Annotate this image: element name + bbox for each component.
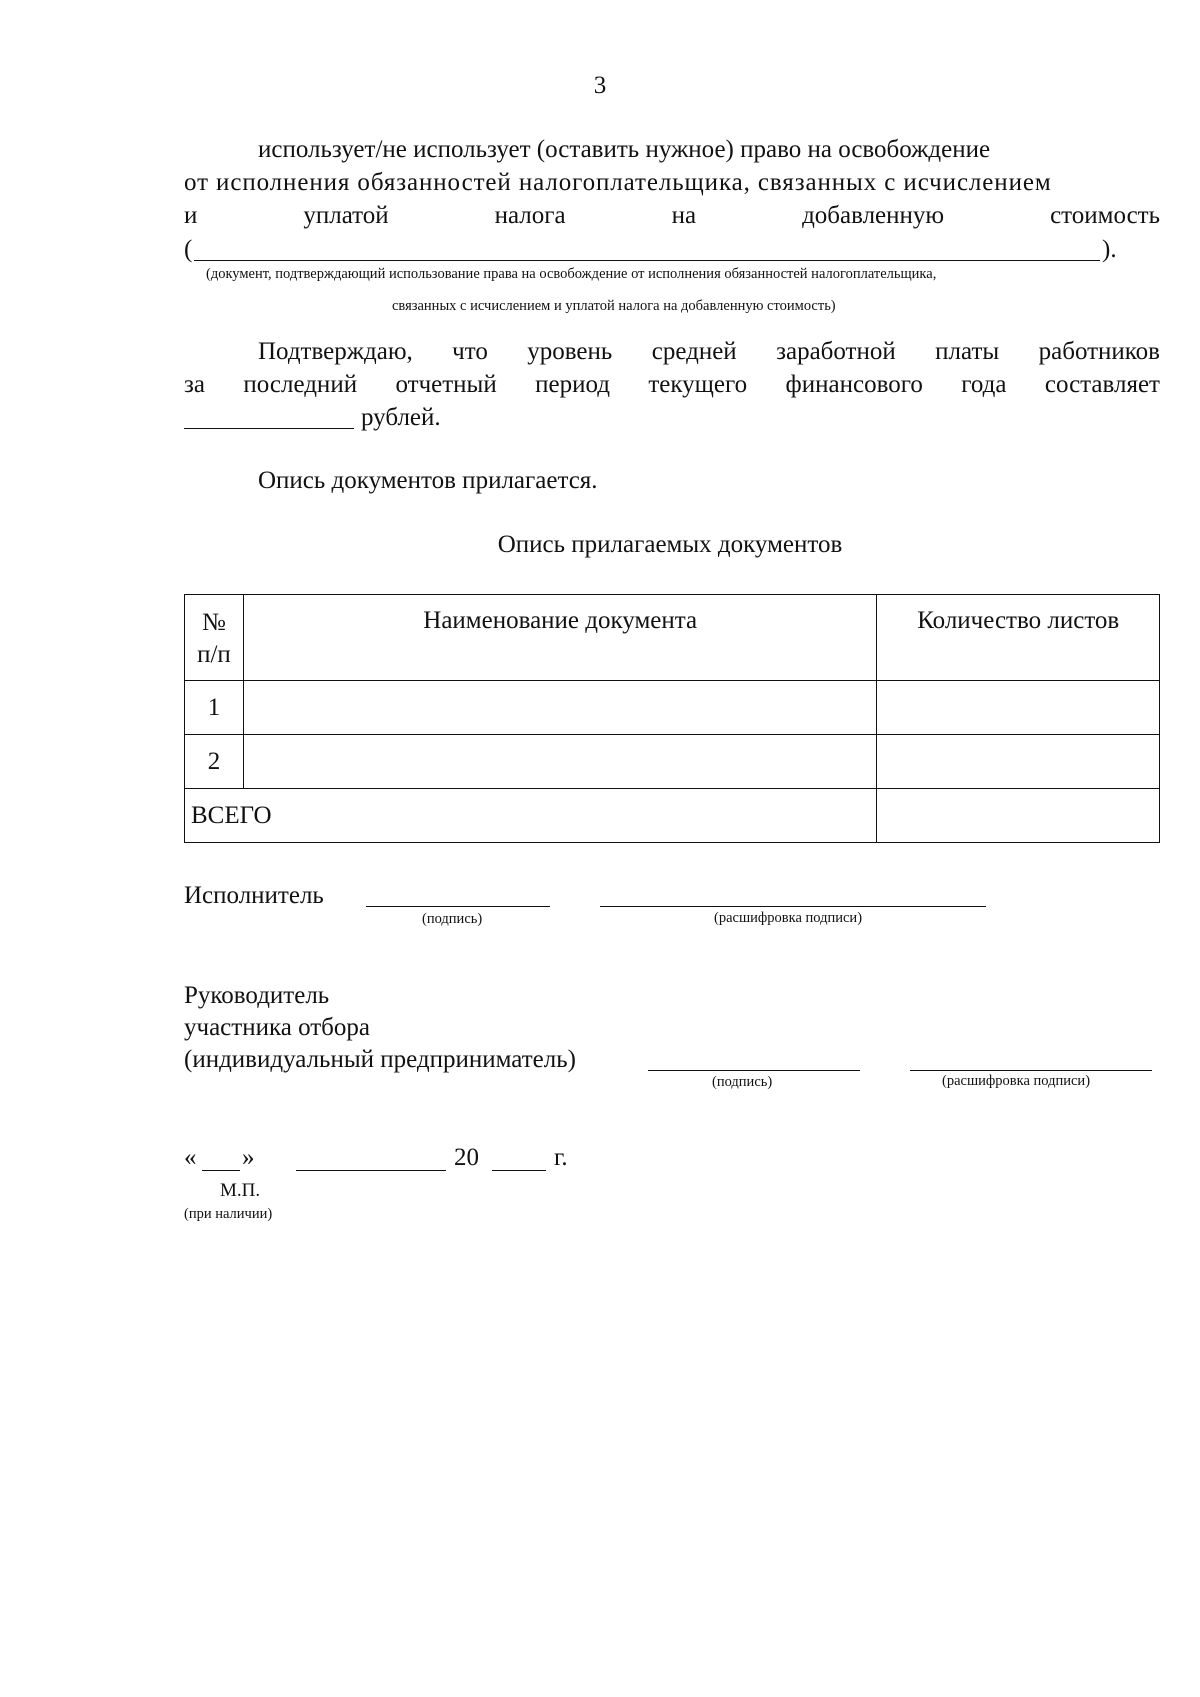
executor-decode-field[interactable] bbox=[600, 906, 986, 907]
para1-line2-text: от исполнения обязанностей налогоплательщика, связанных с исчислением bbox=[184, 169, 1052, 196]
word: составляет bbox=[1044, 371, 1160, 398]
word: отчетный bbox=[395, 371, 497, 398]
inventory-table bbox=[184, 594, 1160, 843]
executor-signature-caption: (подпись) bbox=[422, 911, 483, 927]
head-label-line2: участника отбора bbox=[184, 1014, 370, 1041]
date-year-prefix: 20 bbox=[454, 1144, 479, 1171]
para2-line1 bbox=[258, 336, 1160, 368]
total-label: ВСЕГО bbox=[185, 789, 877, 843]
date-close-quote: » bbox=[242, 1144, 255, 1171]
header-number-line2: п/п bbox=[197, 641, 231, 668]
inventory-title: Опись прилагаемых документов bbox=[497, 531, 843, 558]
word: стоимость bbox=[1050, 202, 1160, 229]
word: уровень bbox=[527, 338, 613, 365]
head-signature-caption: (подпись) bbox=[712, 1074, 773, 1090]
document-name-field[interactable] bbox=[194, 260, 1100, 261]
row-number: 2 bbox=[185, 735, 244, 789]
head-decode-caption: (расшифровка подписи) bbox=[942, 1073, 1091, 1089]
para2-line2 bbox=[184, 369, 1160, 401]
rubles-label: рублей. bbox=[361, 404, 441, 431]
word: текущего bbox=[648, 371, 748, 398]
date-year-field[interactable] bbox=[492, 1170, 546, 1171]
table-total-row bbox=[185, 789, 1160, 843]
row-document-name-cell[interactable] bbox=[243, 681, 877, 735]
para1-line1: использует/не использует (оставить нужное) право на освобождение bbox=[258, 136, 991, 163]
word: что bbox=[452, 338, 488, 365]
head-label-line1: Руководитель bbox=[184, 982, 330, 1009]
close-paren: ). bbox=[1102, 236, 1117, 263]
header-number-line1: № bbox=[202, 609, 226, 636]
word: платы bbox=[935, 338, 1000, 365]
word: период bbox=[535, 371, 610, 398]
word: на bbox=[671, 202, 697, 229]
date-year-suffix: г. bbox=[554, 1144, 568, 1171]
header-sheet-count: Количество листов bbox=[877, 595, 1160, 681]
word: Подтверждаю, bbox=[258, 338, 413, 365]
word: уплатой bbox=[303, 202, 389, 229]
document-caption-line1: (документ, подтверждающий использование права на освобождение от исполнения обязанностей налогоплательщика, bbox=[206, 266, 937, 282]
stamp-label: М.П. bbox=[220, 1180, 261, 1201]
header-number bbox=[185, 595, 244, 681]
word: средней bbox=[651, 338, 737, 365]
row-sheet-count-cell[interactable] bbox=[877, 681, 1160, 735]
executor-label: Исполнитель bbox=[184, 882, 324, 909]
executor-decode-caption: (расшифровка подписи) bbox=[714, 910, 863, 926]
para1-line2 bbox=[184, 167, 1160, 199]
row-number: 1 bbox=[185, 681, 244, 735]
document-caption-line2: связанных с исчислением и уплатой налога на добавленную стоимость) bbox=[392, 298, 836, 314]
word: за bbox=[184, 371, 205, 398]
word: последний bbox=[243, 371, 358, 398]
inventory-attached-note: Опись документов прилагается. bbox=[258, 467, 598, 494]
table-row bbox=[185, 681, 1160, 735]
header-document-name: Наименование документа bbox=[243, 595, 877, 681]
table-row bbox=[185, 735, 1160, 789]
date-month-field[interactable] bbox=[296, 1170, 446, 1171]
para1-line3 bbox=[184, 200, 1160, 232]
word: заработной bbox=[776, 338, 896, 365]
stamp-note: (при наличии) bbox=[184, 1206, 273, 1222]
open-paren: ( bbox=[184, 236, 193, 263]
row-document-name-cell[interactable] bbox=[243, 735, 877, 789]
table-header-row bbox=[185, 595, 1160, 681]
word: года bbox=[961, 371, 1007, 398]
date-day-field[interactable] bbox=[202, 1170, 240, 1171]
word: налога bbox=[494, 202, 566, 229]
word: работников bbox=[1038, 338, 1160, 365]
total-sheet-count-cell[interactable] bbox=[877, 789, 1160, 843]
word: финансового bbox=[785, 371, 923, 398]
word: добавленную bbox=[802, 202, 945, 229]
head-label-line3: (индивидуальный предприниматель) bbox=[184, 1046, 576, 1073]
page-number: 3 bbox=[593, 72, 607, 99]
row-sheet-count-cell[interactable] bbox=[877, 735, 1160, 789]
executor-signature-field[interactable] bbox=[366, 906, 550, 907]
head-decode-field[interactable] bbox=[910, 1070, 1152, 1071]
head-signature-field[interactable] bbox=[648, 1070, 860, 1071]
salary-amount-field[interactable] bbox=[184, 428, 354, 429]
date-open-quote: « bbox=[184, 1144, 197, 1171]
word: и bbox=[184, 202, 198, 229]
